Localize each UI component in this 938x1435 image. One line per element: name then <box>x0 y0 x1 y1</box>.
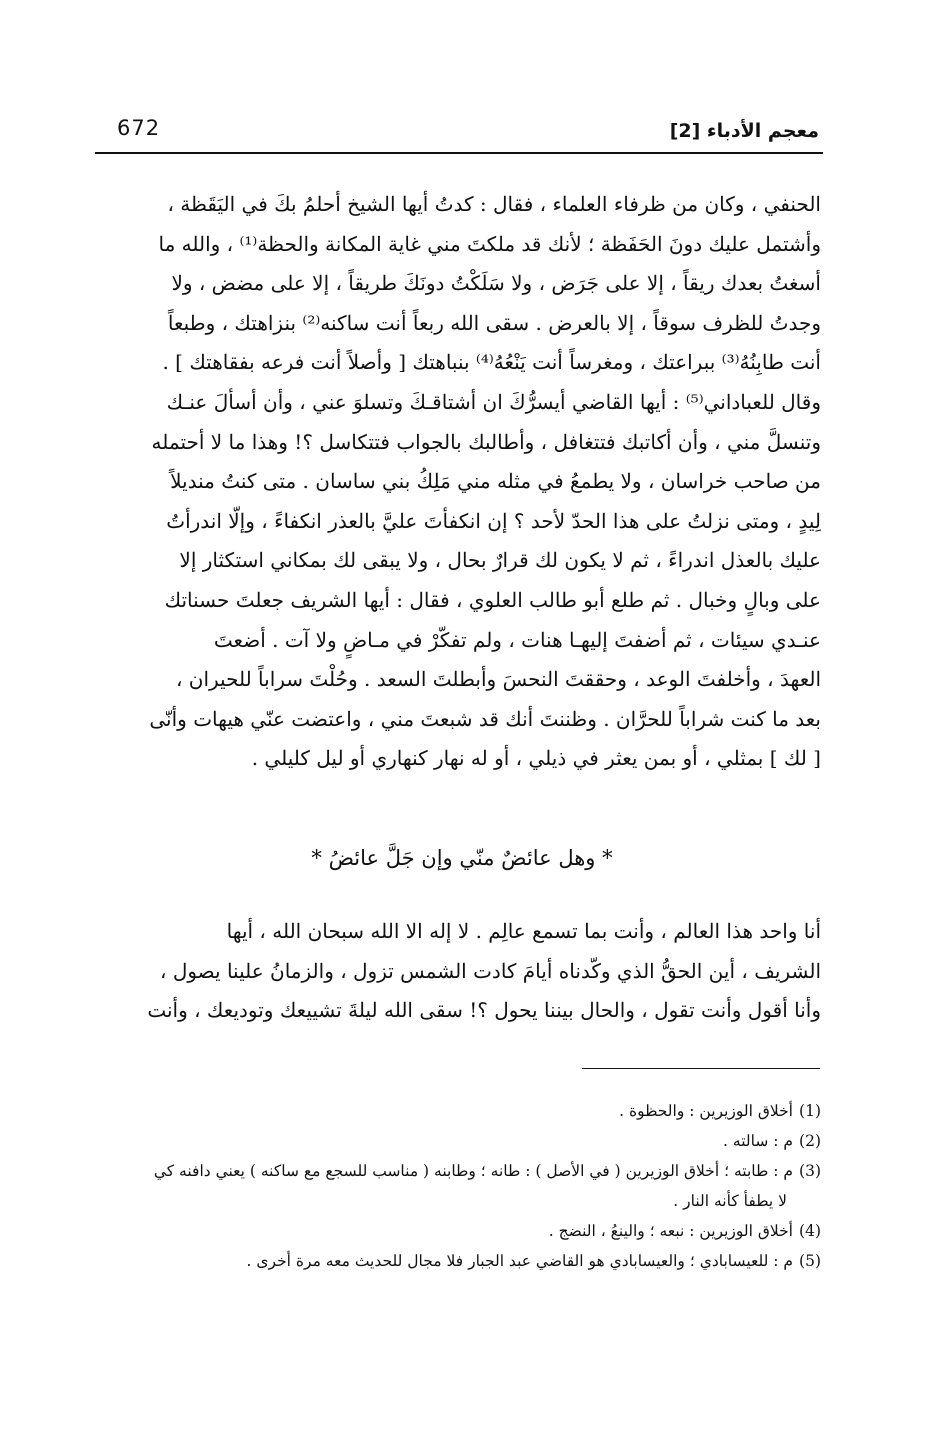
footnote <box>103 1246 821 1276</box>
text-line: على وبالٍ وخبال . ثم طلع أبو طالب العلوي ، فقال : أيها الشريف جعلتَ حسناتك <box>164 587 821 612</box>
text-line: لِيدٍ ، ومتى نزلتُ على هذا الحدّ لأحد ؟ إن انكفأتَ عليَّ بالعذر انكفاءً ، وإلّا اندرأتُ <box>166 508 821 533</box>
footnote-text: م : طابته ؛ أخلاق الوزيرين ( في الأصل ) : طانه ؛ وطابنه ( مناسب للسجع مع ساكنه ) يعني دافنه كي <box>153 1162 793 1180</box>
text-line: العهدَ ، وأخلفتَ الوعد ، وحققتَ النحسَ وأبطلتَ السعد . وحُلْتَ سراباً للحيران ، <box>175 667 821 692</box>
running-header <box>95 112 823 154</box>
footnote <box>103 1156 821 1186</box>
footnote-number: (4) <box>799 1222 821 1240</box>
text-line: عنـدي سيئات ، ثم أضفتَ إليهـا هنات ، ولم تفكّرْ في مـاضٍ ولا آت . أضعتَ <box>213 627 821 652</box>
main-text <box>103 185 821 779</box>
text-line: بعد ما كنت شراباً للحرَّان . وظننتَ أنك قد شبعتَ مني ، واعتضت عنّي هيهات وأنّى <box>149 706 821 731</box>
text-line: وأنا أقول وأنت تقول ، والحال بيننا يحول ؟! سقى الله ليلةَ تشييعك وتوديعك ، وأنت <box>147 998 821 1023</box>
text-line: الحنفي ، وكان من ظرفاء العلماء ، فقال : كدتُ أيها الشيخ أحلمُ بكَ في اليَقَظة ، <box>167 192 821 216</box>
footnote-text: م : سالته . <box>723 1132 793 1150</box>
footnote-text: أخلاق الوزيرين : نبعه ؛ والينعُ ، النضج . <box>548 1222 793 1240</box>
text-line: وقال للعباداني⁽⁵⁾ : أيها القاضي أيسرُّكَ ان أشتاقـكَ وتسلوَ عني ، وأن أسألَ عنـك <box>166 389 821 414</box>
footnote <box>103 1216 821 1246</box>
footnote-number: (1) <box>799 1102 821 1120</box>
footnote-separator <box>582 1068 820 1069</box>
second-paragraph <box>103 912 821 1031</box>
footnote-number: (5) <box>799 1252 821 1270</box>
book-title: معجم الأدباء [2] <box>669 120 819 142</box>
page-number: 672 <box>117 116 161 140</box>
text-line: أسغتُ بعدك ريقاً ، إلا على جَرَض ، ولا سَلَكْتُ دونَكَ طريقاً ، إلا على مضض ، ولا <box>171 271 821 296</box>
text-line: أنا واحد هذا العالم ، وأنت بما تسمع عالِم . لا إله الا الله سبحان الله ، أيها <box>226 919 821 943</box>
text-line: عليك بالعذل اندراءً ، ثم لا يكون لك قرارٌ بحال ، ولا يبقى لك بمكاني استكثار إلا <box>179 548 821 573</box>
text-line: وتنسلَّ مني ، وأن أكاتبك فتتغافل ، وأطالبك بالجواب فتتكاسل ؟! وهذا ما لا أحتمله <box>151 429 821 454</box>
footnote <box>103 1096 821 1126</box>
text-line: الشريف ، أين الحقُّ الذي وكّدناه أيامَ كادت الشمس تزول ، والزمانُ علينا يصول ، <box>160 958 821 983</box>
text-line: من صاحب خراسان ، ولا يطمعُ في مثله مني مَلِكُ بني ساسان . متى كنتُ منديلاً <box>170 469 821 494</box>
footnote-text: م : للعيسابادي ؛ والعيسابادي هو القاضي عبد الجبار فلا مجال للحديث معه مرة أخرى . <box>246 1252 793 1270</box>
footnotes <box>103 1096 821 1276</box>
text-line: أنت طابِنُهُ⁽³⁾ ببراعتك ، ومغرساً أنت يَنْعُهُ⁽⁴⁾ بنباهتك [ وأصلاً أنت فرعه بفقاهتك ] . <box>162 350 821 375</box>
footnote-text: أخلاق الوزيرين : والحظوة . <box>619 1102 793 1120</box>
text-line: [ لك ] بمثلي ، أو بمن يعثر في ذيلي ، أو له نهار كنهاري أو ليل كليلي . <box>251 746 821 771</box>
text-line: وأشتمل عليك دونَ الحَفَظة ؛ لأنك قد ملكتَ مني غاية المكانة والحظة⁽¹⁾ ، والله ما <box>158 231 821 256</box>
footnote-number: (2) <box>799 1132 821 1150</box>
text-line: وجدتُ للظرف سوقاً ، إلا بالعرض . سقى الله ربعاً أنت ساكنه⁽²⁾ بنزاهتك ، وطبعاً <box>167 310 821 335</box>
footnote <box>103 1126 821 1156</box>
footnote-number: (3) <box>799 1162 821 1180</box>
footnote-continuation: لا يطفأ كأنه النار . <box>673 1192 787 1210</box>
verse-line: * وهل عائضٌ منّي وإن جَلَّ عائضُ * <box>311 846 613 870</box>
